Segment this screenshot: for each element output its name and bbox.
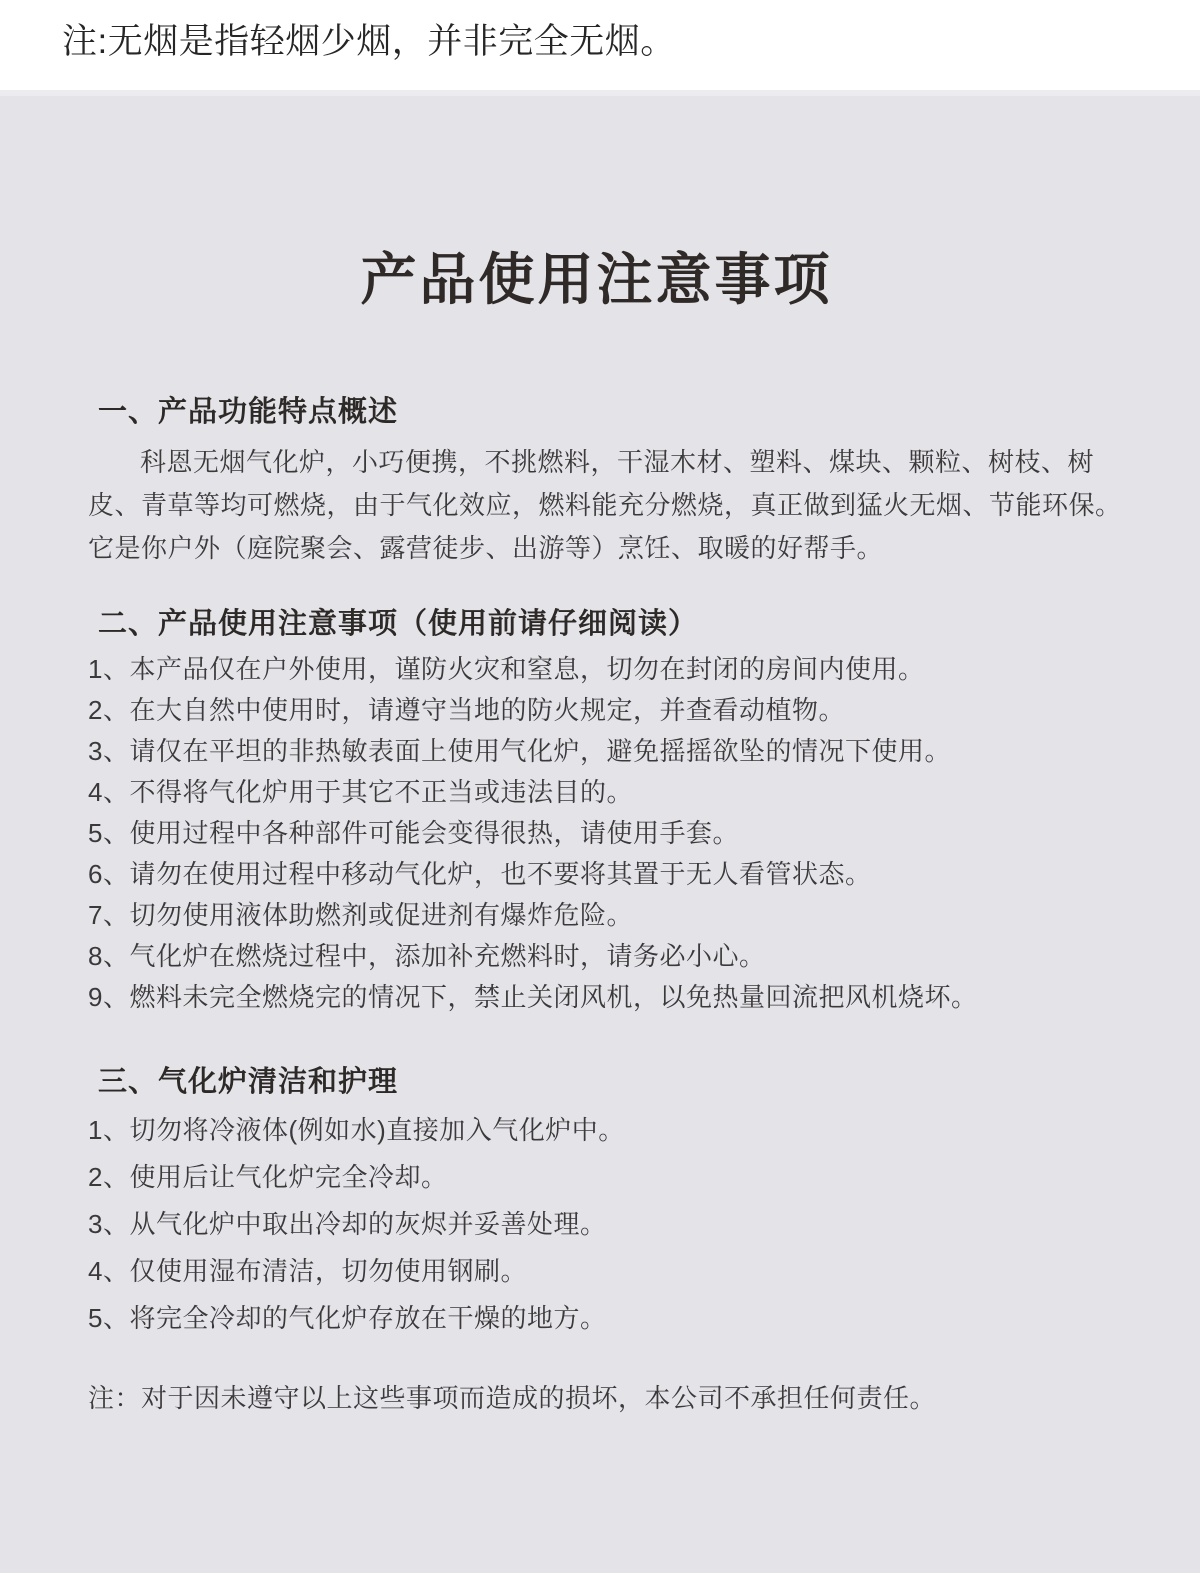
list-item: 3、从气化炉中取出冷却的灰烬并妥善处理。 bbox=[88, 1209, 607, 1239]
section-usage-precautions bbox=[88, 608, 1105, 1018]
page-title: 产品使用注意事项 bbox=[360, 248, 833, 311]
list-item: 3、请仅在平坦的非热敏表面上使用气化炉，避免摇摇欲坠的情况下使用。 bbox=[88, 736, 951, 766]
list-item: 4、仅使用湿布清洁，切勿使用钢刷。 bbox=[88, 1256, 527, 1286]
section-cleaning-care bbox=[88, 1066, 1105, 1342]
usage-precautions-list bbox=[88, 649, 1105, 1018]
paragraph-line: 科恩无烟气化炉，小巧便携，不挑燃料，干湿木材、塑料、煤块、颗粒、树枝、树 bbox=[140, 447, 1095, 477]
cleaning-care-list bbox=[88, 1107, 1105, 1342]
content-panel bbox=[0, 90, 1200, 1573]
list-item: 5、将完全冷却的气化炉存放在干燥的地方。 bbox=[88, 1303, 607, 1333]
list-item: 2、使用后让气化炉完全冷却。 bbox=[88, 1162, 448, 1192]
list-item: 5、使用过程中各种部件可能会变得很热，请使用手套。 bbox=[88, 818, 739, 848]
product-features-paragraph bbox=[88, 441, 1122, 570]
section-product-features bbox=[88, 396, 1122, 570]
list-item: 8、气化炉在燃烧过程中，添加补充燃料时，请务必小心。 bbox=[88, 941, 766, 971]
list-item: 7、切勿使用液体助燃剂或促进剂有爆炸危险。 bbox=[88, 900, 633, 930]
list-item: 4、不得将气化炉用于其它不正当或违法目的。 bbox=[88, 777, 633, 807]
list-item: 2、在大自然中使用时，请遵守当地的防火规定，并查看动植物。 bbox=[88, 695, 845, 725]
list-item: 9、燃料未完全燃烧完的情况下，禁止关闭风机，以免热量回流把风机烧坏。 bbox=[88, 982, 978, 1012]
paragraph-line: 它是你户外（庭院聚会、露营徒步、出游等）烹饪、取暖的好帮手。 bbox=[88, 533, 884, 563]
paragraph-line: 皮、青草等均可燃烧，由于气化效应，燃料能充分燃烧，真正做到猛火无烟、节能环保。 bbox=[88, 490, 1122, 520]
disclaimer-note: 注：对于因未遵守以上这些事项而造成的损坏，本公司不承担任何责任。 bbox=[88, 1383, 937, 1413]
section-product-features-heading: 一、产品功能特点概述 bbox=[98, 396, 399, 428]
list-item: 1、切勿将冷液体(例如水)直接加入气化炉中。 bbox=[88, 1115, 625, 1145]
top-note: 注:无烟是指轻烟少烟，并非完全无烟。 bbox=[0, 0, 1200, 90]
list-item: 1、本产品仅在户外使用，谨防火灾和窒息，切勿在封闭的房间内使用。 bbox=[88, 654, 925, 684]
list-item: 6、请勿在使用过程中移动气化炉，也不要将其置于无人看管状态。 bbox=[88, 859, 872, 889]
section-usage-precautions-heading: 二、产品使用注意事项（使用前请仔细阅读） bbox=[98, 608, 699, 640]
section-cleaning-care-heading: 三、气化炉清洁和护理 bbox=[98, 1066, 399, 1098]
